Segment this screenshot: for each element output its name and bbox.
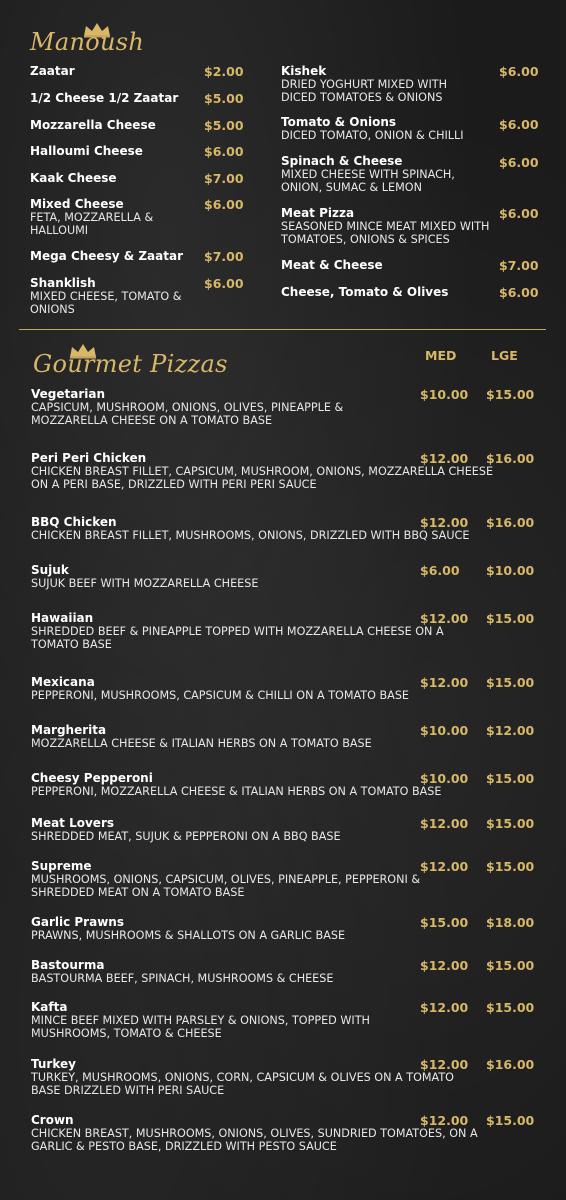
item-name: Shanklish — [30, 276, 96, 290]
list-item — [281, 206, 541, 246]
list-item — [281, 154, 541, 194]
item-name: Hawaiian — [31, 611, 94, 625]
item-description: CAPSICUM, MUSHROOM, ONIONS, OLIVES, PINEAPPLE & MOZZARELLA CHEESE ON A TOMATO BASE — [31, 401, 344, 427]
item-price: $6.00 — [204, 276, 244, 291]
item-price: $7.00 — [499, 258, 539, 273]
item-name: Margherita — [31, 723, 107, 737]
item-description: CHICKEN BREAST FILLET, MUSHROOMS, ONIONS, DRIZZLED WITH BBQ SAUCE — [31, 529, 470, 542]
item-name: Mozzarella Cheese — [30, 118, 156, 132]
item-description: SHREDDED BEEF & PINEAPPLE TOPPED WITH MOZZARELLA CHEESE ON A TOMATO BASE — [31, 625, 444, 651]
item-price: $6.00 — [499, 155, 539, 170]
item-price: $7.00 — [204, 249, 244, 264]
item-description: MOZZARELLA CHEESE & ITALIAN HERBS ON A TOMATO BASE — [31, 737, 372, 750]
price-lge: $15.00 — [486, 771, 535, 786]
price-med: $12.00 — [420, 1113, 469, 1128]
table-row — [31, 771, 535, 798]
price-med: $10.00 — [420, 387, 469, 402]
price-lge: $18.00 — [486, 915, 535, 930]
list-item — [30, 144, 270, 158]
item-price: $2.00 — [204, 64, 244, 79]
table-row — [31, 611, 535, 651]
item-price: $6.00 — [204, 144, 244, 159]
item-price: $6.00 — [499, 206, 539, 221]
item-name: Cheese, Tomato & Olives — [281, 285, 449, 299]
price-lge: $15.00 — [486, 1113, 535, 1128]
item-description: MIXED CHEESE, TOMATO & ONIONS — [30, 290, 182, 316]
item-name: Bastourma — [31, 958, 105, 972]
item-description: DRIED YOGHURT MIXED WITH DICED TOMATOES & ONIONS — [281, 78, 448, 104]
price-med: $6.00 — [420, 563, 460, 578]
table-row — [31, 451, 535, 491]
table-row — [31, 723, 535, 750]
price-med: $12.00 — [420, 675, 469, 690]
item-description: PEPPERONI, MUSHROOMS, CAPSICUM & CHILLI ON A TOMATO BASE — [31, 689, 409, 702]
item-description: TURKEY, MUSHROOMS, ONIONS, CORN, CAPSICUM & OLIVES ON A TOMATO BASE DRIZZLED WITH PERI SAUCE — [31, 1071, 454, 1097]
item-name: Tomato & Onions — [281, 115, 397, 129]
table-row — [31, 1000, 535, 1040]
table-row — [31, 915, 535, 942]
item-name: Halloumi Cheese — [30, 144, 143, 158]
item-price: $6.00 — [204, 197, 244, 212]
item-name: Kafta — [31, 1000, 68, 1014]
list-item — [281, 258, 541, 272]
price-lge: $16.00 — [486, 451, 535, 466]
price-med: $12.00 — [420, 1000, 469, 1015]
item-description: SUJUK BEEF WITH MOZZARELLA CHEESE — [31, 577, 259, 590]
column-header-lge: LGE — [491, 348, 518, 363]
item-price: $5.00 — [204, 91, 244, 106]
item-description: PRAWNS, MUSHROOMS & SHALLOTS ON A GARLIC BASE — [31, 929, 346, 942]
item-price: $6.00 — [499, 64, 539, 79]
item-description: SEASONED MINCE MEAT MIXED WITH TOMATOES, ONIONS & SPICES — [281, 220, 490, 246]
price-lge: $16.00 — [486, 1057, 535, 1072]
item-name: Crown — [31, 1113, 74, 1127]
table-row — [31, 515, 535, 542]
table-row — [31, 1057, 535, 1097]
item-name: Mixed Cheese — [30, 197, 124, 211]
item-price: $6.00 — [499, 117, 539, 132]
list-item — [281, 64, 541, 104]
item-description: FETA, MOZZARELLA & HALLOUMI — [30, 211, 154, 237]
price-med: $12.00 — [420, 816, 469, 831]
item-description: BASTOURMA BEEF, SPINACH, MUSHROOMS & CHEESE — [31, 972, 334, 985]
item-name: Supreme — [31, 859, 92, 873]
item-name: Zaatar — [30, 64, 75, 78]
column-header-med: MED — [425, 348, 457, 363]
price-lge: $15.00 — [486, 816, 535, 831]
item-name: Peri Peri Chicken — [31, 451, 147, 465]
item-price: $6.00 — [499, 285, 539, 300]
list-item — [30, 276, 270, 316]
item-name: Meat Pizza — [281, 206, 355, 220]
price-lge: $15.00 — [486, 859, 535, 874]
item-name: 1/2 Cheese 1/2 Zaatar — [30, 91, 179, 105]
price-lge: $15.00 — [486, 958, 535, 973]
item-description: CHICKEN BREAST, MUSHROOMS, ONIONS, OLIVES, SUNDRIED TOMATOES, ON A GARLIC & PESTO BASE, DRIZZLED WITH PESTO SAUCE — [31, 1127, 478, 1153]
price-lge: $15.00 — [486, 387, 535, 402]
list-item — [30, 197, 270, 237]
section-title-gourmet-pizzas: Gourmet Pizzas — [33, 350, 228, 378]
item-name: Mexicana — [31, 675, 95, 689]
price-lge: $15.00 — [486, 1000, 535, 1015]
item-name: Meat & Cheese — [281, 258, 383, 272]
item-name: BBQ Chicken — [31, 515, 117, 529]
list-item — [30, 91, 270, 105]
price-med: $12.00 — [420, 451, 469, 466]
price-med: $10.00 — [420, 771, 469, 786]
table-row — [31, 816, 535, 843]
price-lge: $16.00 — [486, 515, 535, 530]
price-med: $12.00 — [420, 958, 469, 973]
price-lge: $15.00 — [486, 611, 535, 626]
item-description: MIXED CHEESE WITH SPINACH, ONION, SUMAC & LEMON — [281, 168, 455, 194]
item-description: PEPPERONI, MOZZARELLA CHEESE & ITALIAN HERBS ON A TOMATO BASE — [31, 785, 442, 798]
item-description: CHICKEN BREAST FILLET, CAPSICUM, MUSHROOM, ONIONS, MOZZARELLA CHEESE ON A PERI BASE, DRIZZLED WITH PERI PERI SAUCE — [31, 465, 494, 491]
price-lge: $10.00 — [486, 563, 535, 578]
price-med: $12.00 — [420, 515, 469, 530]
table-row — [31, 387, 535, 427]
item-name: Turkey — [31, 1057, 76, 1071]
item-name: Meat Lovers — [31, 816, 115, 830]
item-name: Kaak Cheese — [30, 171, 117, 185]
price-lge: $12.00 — [486, 723, 535, 738]
price-med: $10.00 — [420, 723, 469, 738]
table-row — [31, 859, 535, 899]
item-name: Garlic Prawns — [31, 915, 124, 929]
item-price: $7.00 — [204, 171, 244, 186]
item-name: Sujuk — [31, 563, 69, 577]
item-description: MINCE BEEF MIXED WITH PARSLEY & ONIONS, TOPPED WITH MUSHROOMS, TOMATO & CHEESE — [31, 1014, 370, 1040]
item-price: $5.00 — [204, 118, 244, 133]
item-name: Vegetarian — [31, 387, 106, 401]
item-name: Cheesy Pepperoni — [31, 771, 153, 785]
table-row — [31, 563, 535, 590]
section-title-manoush: Manoush — [30, 28, 145, 56]
list-item — [30, 249, 270, 263]
list-item — [281, 285, 541, 299]
item-name: Spinach & Cheese — [281, 154, 403, 168]
list-item — [281, 115, 541, 142]
price-lge: $15.00 — [486, 675, 535, 690]
table-row — [31, 675, 535, 702]
item-name: Mega Cheesy & Zaatar — [30, 249, 184, 263]
list-item — [30, 171, 270, 185]
item-description: SHREDDED MEAT, SUJUK & PEPPERONI ON A BBQ BASE — [31, 830, 341, 843]
price-med: $12.00 — [420, 1057, 469, 1072]
price-med: $12.00 — [420, 611, 469, 626]
price-med: $15.00 — [420, 915, 469, 930]
price-med: $12.00 — [420, 859, 469, 874]
list-item — [30, 118, 270, 132]
item-description: DICED TOMATO, ONION & CHILLI — [281, 129, 464, 142]
table-row — [31, 1113, 535, 1153]
table-row — [31, 958, 535, 985]
list-item — [30, 64, 270, 78]
section-divider — [19, 329, 546, 330]
item-name: Kishek — [281, 64, 327, 78]
item-description: MUSHROOMS, ONIONS, CAPSICUM, OLIVES, PINEAPPLE, PEPPERONI & SHREDDED MEAT ON A TOMATO BASE — [31, 873, 421, 899]
